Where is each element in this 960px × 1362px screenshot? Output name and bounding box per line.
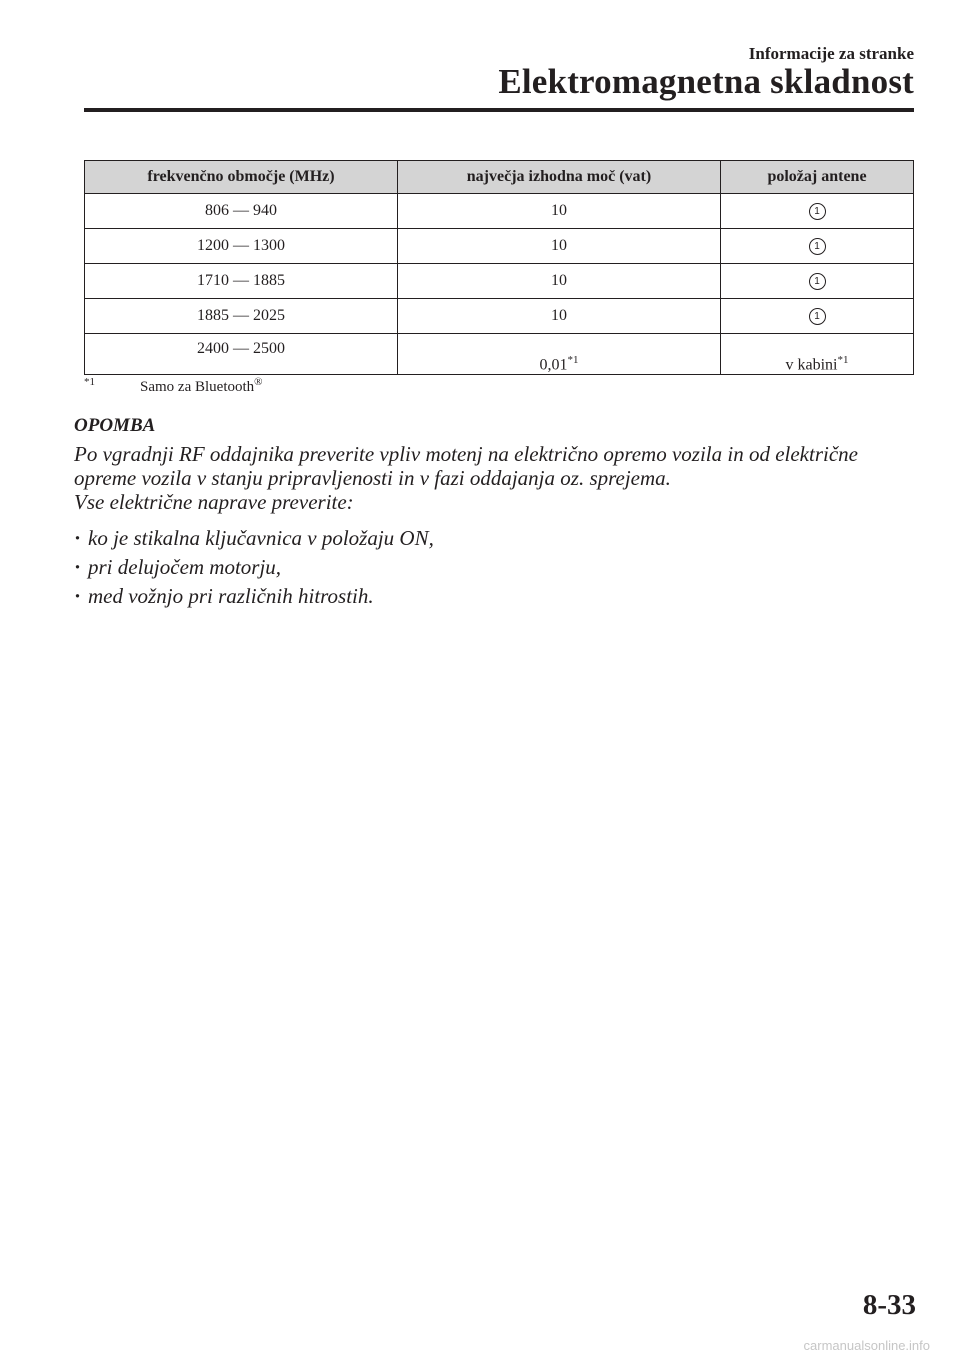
- header-section-label: Informacije za stranke: [748, 44, 914, 63]
- antenna-position-cell: [721, 334, 914, 375]
- page-title: Elektromagnetna skladnost: [498, 62, 914, 101]
- frequency-cell: 1710 — 1885: [85, 264, 398, 299]
- column-header-antenna-position: položaj antene: [721, 161, 914, 194]
- list-item: [74, 582, 904, 611]
- circled-1-icon: 1: [809, 273, 826, 290]
- table-footnote: [84, 376, 263, 396]
- circled-1-icon: 1: [809, 238, 826, 255]
- column-header-power: največja izhodna moč (vat): [398, 161, 721, 194]
- bullet-icon: ·: [74, 584, 82, 608]
- watermark: carmanualsonline.info: [803, 1338, 930, 1353]
- table-row: [85, 264, 914, 299]
- circled-1-icon: 1: [809, 308, 826, 325]
- note-block: [74, 414, 904, 611]
- frequency-cell: 806 — 940: [85, 194, 398, 229]
- footnote-reference: *1: [837, 353, 849, 366]
- list-item: [74, 524, 904, 553]
- footnote-mark: *1: [84, 376, 95, 388]
- power-cell: 10: [398, 299, 721, 334]
- header-divider: [84, 108, 914, 112]
- list-item-text: med vožnjo pri različnih hitrostih.: [88, 584, 374, 608]
- list-item: [74, 553, 904, 582]
- frequency-cell: 1885 — 2025: [85, 299, 398, 334]
- power-value: 0,01: [539, 356, 568, 373]
- column-header-frequency: frekvenčno območje (MHz): [85, 161, 398, 194]
- footnote-text: Samo za Bluetooth: [140, 379, 255, 395]
- note-title: OPOMBA: [74, 415, 156, 436]
- registered-symbol: ®: [254, 376, 263, 388]
- frequency-table: [84, 160, 914, 375]
- power-cell: 10: [398, 264, 721, 299]
- frequency-cell: 1200 — 1300: [85, 229, 398, 264]
- table-row: [85, 229, 914, 264]
- note-intro: Vse električne naprave preverite:: [74, 490, 354, 514]
- antenna-position-cell: [721, 299, 914, 334]
- table-row: [85, 194, 914, 229]
- frequency-cell: 2400 — 2500: [85, 334, 398, 375]
- bullet-icon: ·: [74, 526, 82, 550]
- power-cell: [398, 334, 721, 375]
- antenna-position-text: v kabini: [785, 356, 838, 373]
- table-row: [85, 299, 914, 334]
- note-list: [74, 524, 904, 611]
- page-number: 8-33: [862, 1289, 916, 1321]
- bullet-icon: ·: [74, 555, 82, 579]
- antenna-position-cell: [721, 194, 914, 229]
- power-cell: 10: [398, 229, 721, 264]
- antenna-position-cell: [721, 229, 914, 264]
- list-item-text: ko je stikalna ključavnica v položaju ON,: [88, 526, 434, 550]
- list-item-text: pri delujočem motorju,: [88, 555, 282, 579]
- footnote-reference: *1: [567, 353, 579, 366]
- antenna-position-cell: [721, 264, 914, 299]
- circled-1-icon: 1: [809, 203, 826, 220]
- power-cell: 10: [398, 194, 721, 229]
- table-row: [85, 334, 914, 375]
- note-paragraph: Po vgradnji RF oddajnika preverite vpliv motenj na električno opremo vozila in od električne opreme vozila v stanju pripravljenosti in v fazi oddajanja oz. sprejema.: [74, 442, 858, 490]
- table-header-row: [85, 161, 914, 194]
